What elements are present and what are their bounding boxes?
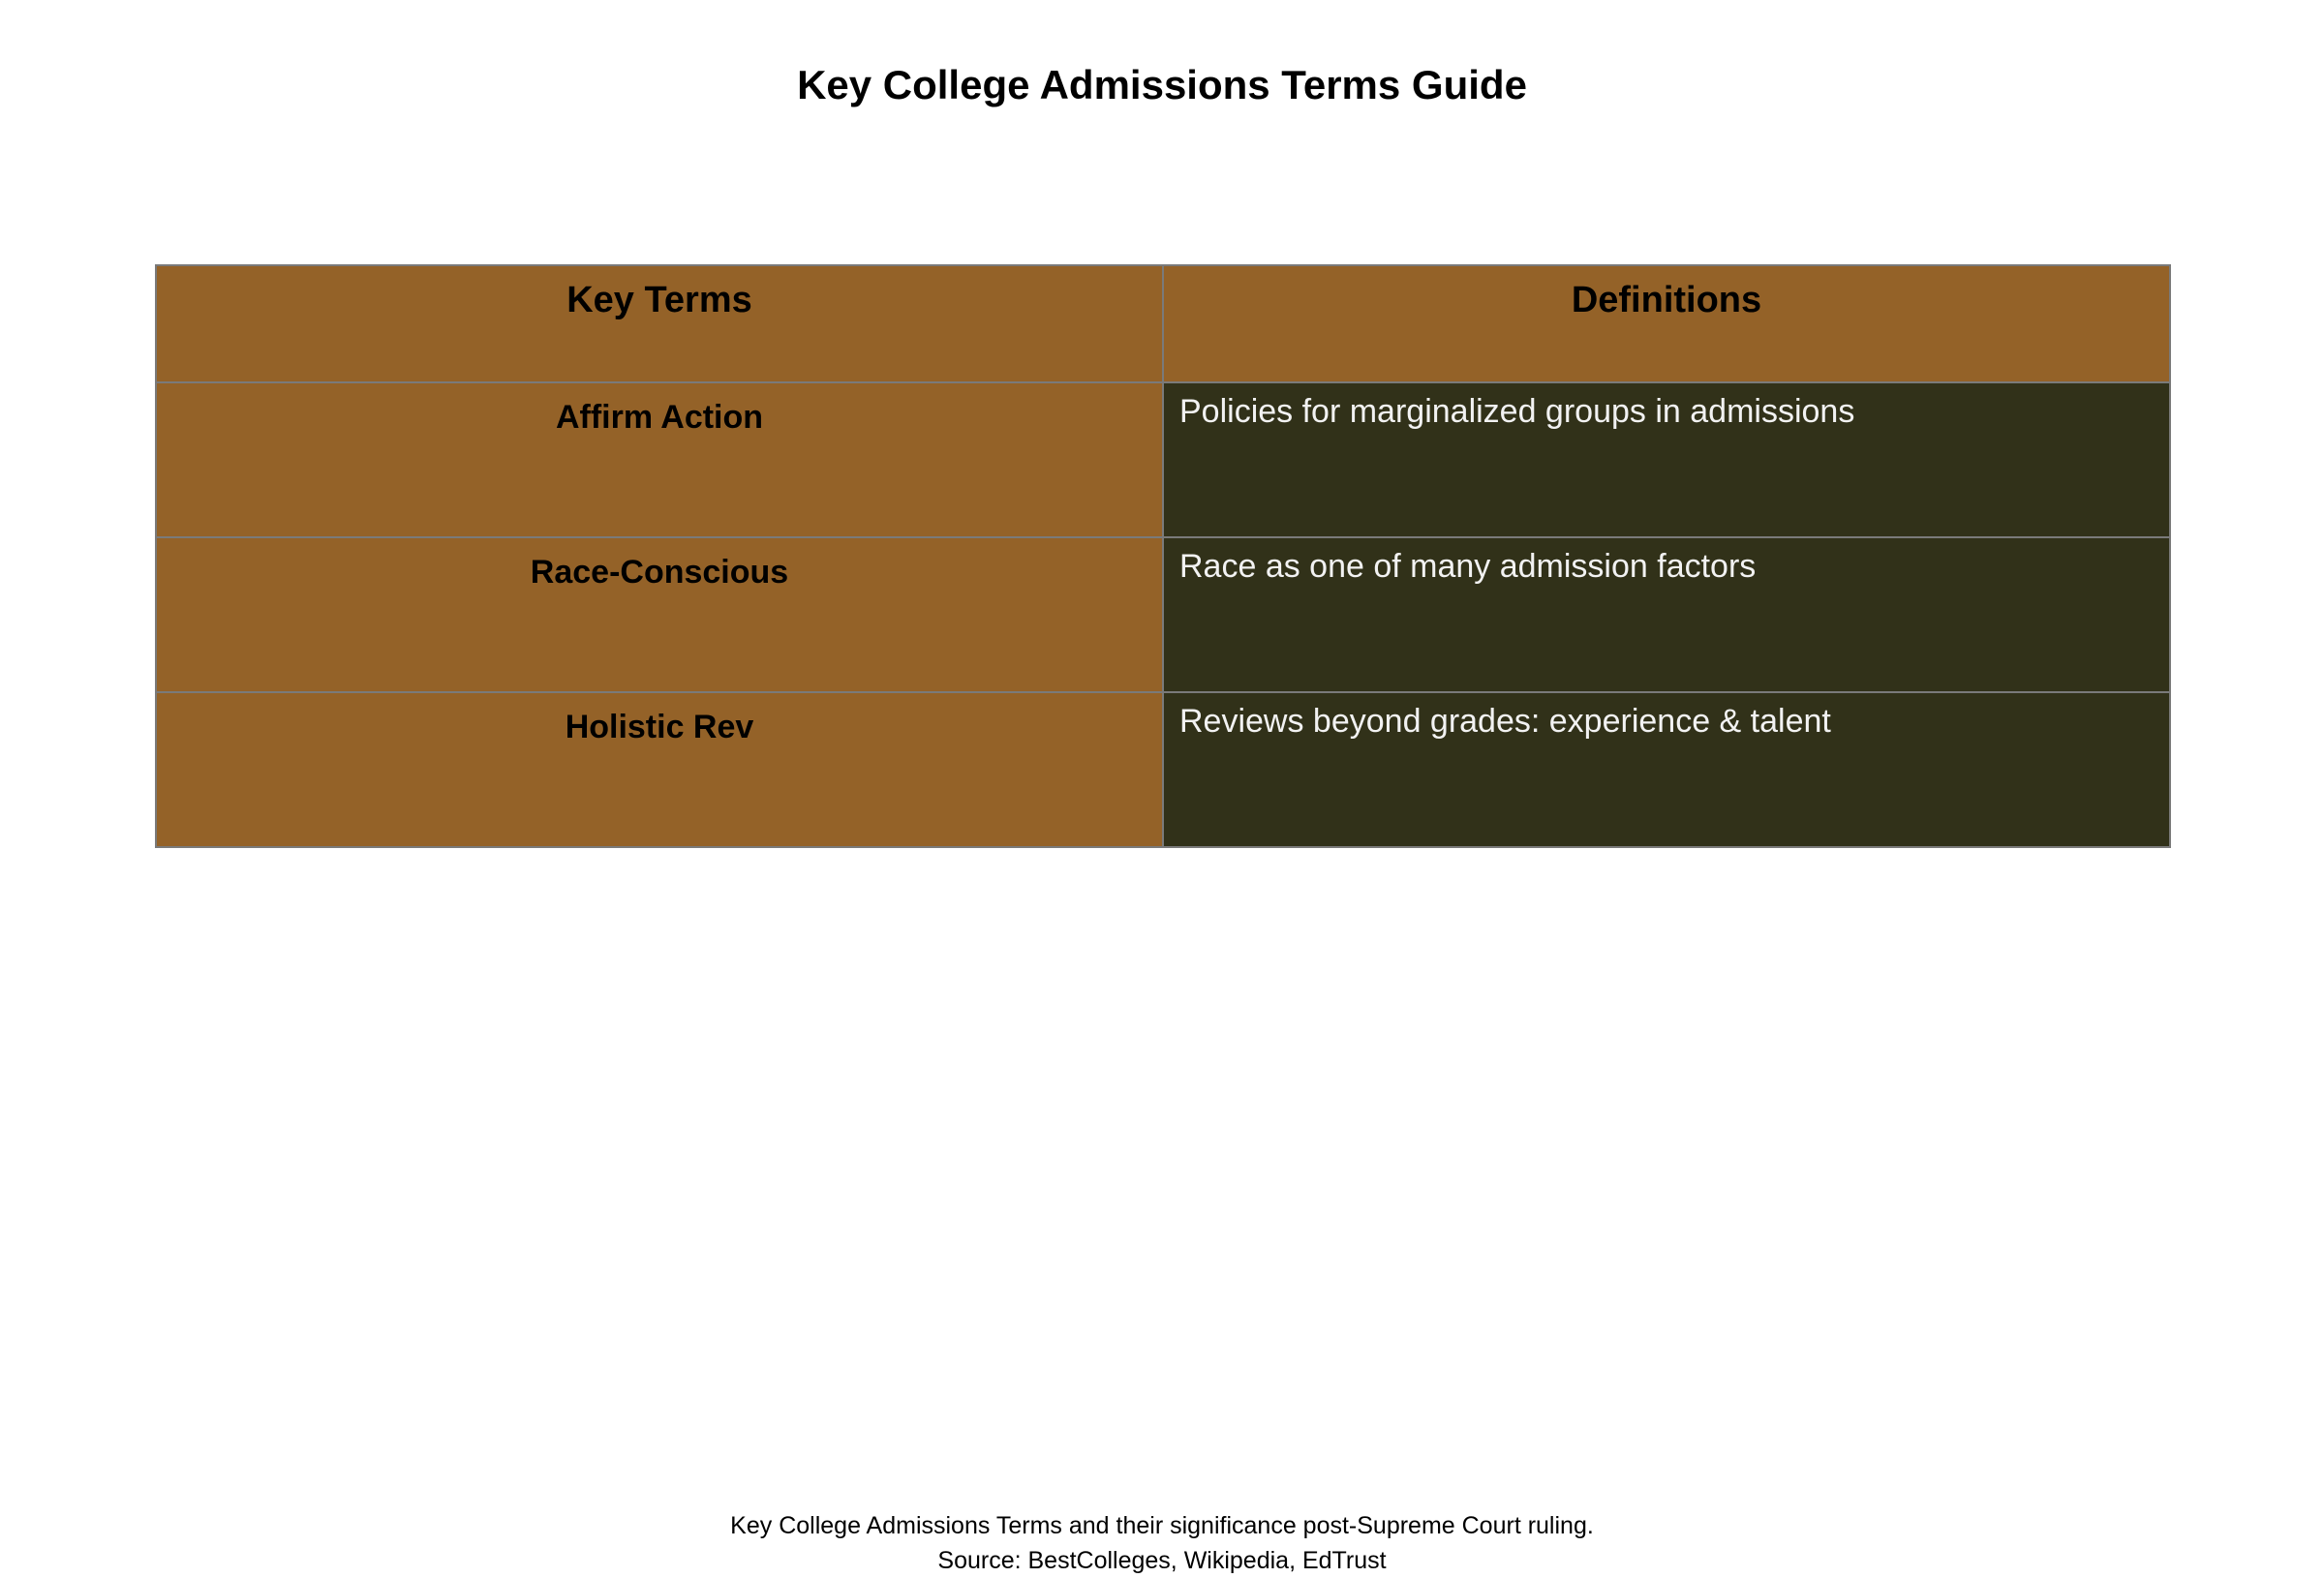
page-title: Key College Admissions Terms Guide — [797, 62, 1527, 107]
column-header-key-terms: Key Terms — [156, 265, 1163, 382]
table-row — [156, 692, 2170, 847]
terms-table — [155, 264, 2171, 848]
source-text: Source: BestColleges, Wikipedia, EdTrust — [937, 1547, 1387, 1574]
column-header-definitions: Definitions — [1163, 265, 2170, 382]
table-header-row — [156, 265, 2170, 382]
table-row — [156, 382, 2170, 537]
table-row — [156, 537, 2170, 692]
caption-text: Key College Admissions Terms and their significance post-Supreme Court ruling. — [730, 1512, 1594, 1539]
term-cell: Race-Conscious — [156, 537, 1163, 692]
term-cell: Holistic Rev — [156, 692, 1163, 847]
definition-cell: Policies for marginalized groups in admissions — [1163, 382, 2170, 537]
term-cell: Affirm Action — [156, 382, 1163, 537]
definition-cell: Race as one of many admission factors — [1163, 537, 2170, 692]
chart-caption — [0, 1508, 2324, 1578]
definition-cell: Reviews beyond grades: experience & talent — [1163, 692, 2170, 847]
